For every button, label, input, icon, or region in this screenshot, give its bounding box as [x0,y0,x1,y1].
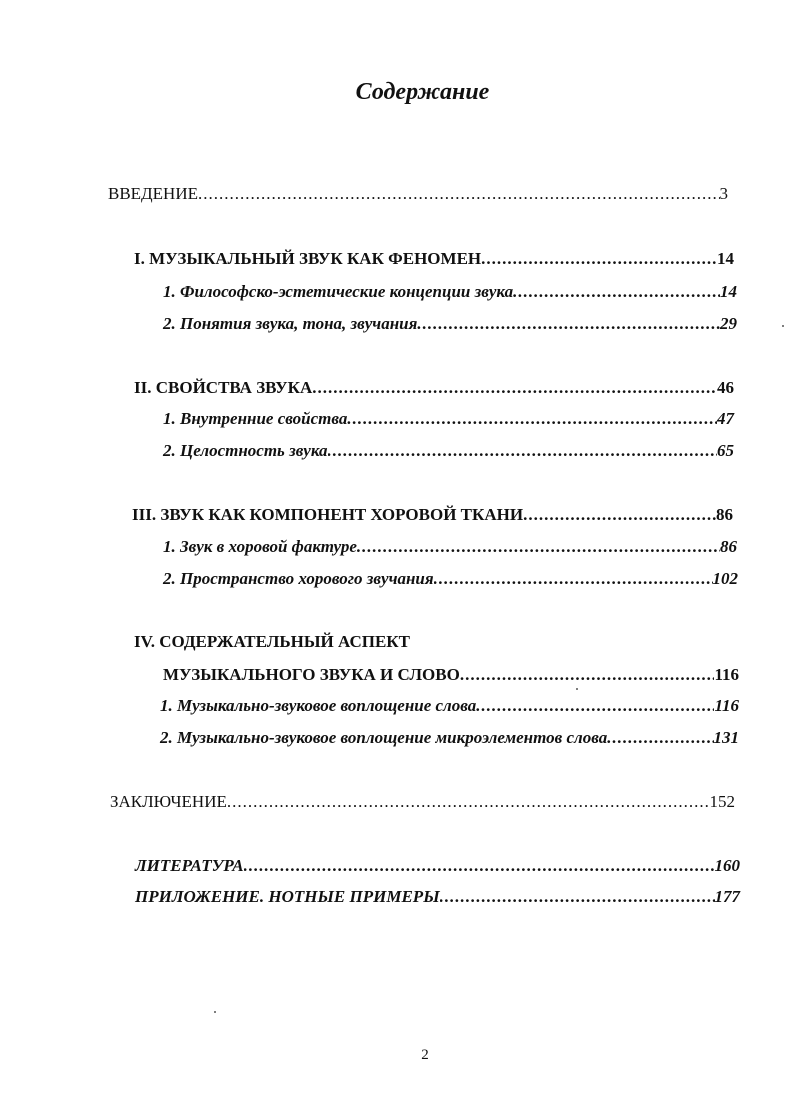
toc-entry-page: 65 [717,441,734,460]
leader-dots [198,183,720,205]
toc-entry-section-3-1[interactable] [163,536,737,558]
scan-speck [782,325,784,327]
toc-entry-page: 47 [717,409,734,428]
leader-dots [417,313,720,335]
toc-entry-label: 2. Пространство хорового звучания [163,569,434,588]
toc-entry-page: 152 [709,792,735,811]
toc-entry-page: 29 [720,314,737,333]
toc-entry-label: 2. Понятия звука, тона, звучания [163,314,418,333]
leader-dots [312,377,717,399]
toc-entry-page: 131 [713,728,739,747]
toc-entry-page: 160 [714,856,740,875]
leader-dots [227,791,710,813]
toc-entry-label: II. СВОЙСТВА ЗВУКА [134,378,313,397]
toc-entry-literature[interactable] [135,855,740,877]
toc-entry-conclusion[interactable] [110,791,735,813]
toc-entry-page: 102 [712,569,738,588]
page-title: Содержание [355,79,490,105]
toc-entry-label: 1. Музыкально-звуковое воплощение слова [160,696,477,715]
toc-entry-chapter-3[interactable] [132,504,733,526]
toc-entry-appendix[interactable] [135,886,740,908]
toc-entry-chapter-4-first-line[interactable]: IV. СОДЕРЖАТЕЛЬНЫЙ АСПЕКТ [134,632,410,651]
leader-dots [513,281,720,303]
toc-entry-section-4-2[interactable] [160,727,739,749]
toc-entry-page: 3 [719,184,728,203]
toc-entry-label: I. МУЗЫКАЛЬНЫЙ ЗВУК КАК ФЕНОМЕН [134,249,482,268]
toc-entry-section-1-1[interactable] [163,281,737,303]
leader-dots [347,408,717,430]
toc-entry-section-2-1[interactable] [163,408,734,430]
leader-dots [434,568,713,590]
toc-entry-label: ПРИЛОЖЕНИЕ. НОТНЫЕ ПРИМЕРЫ [135,887,440,906]
toc-entry-page: 116 [714,696,739,715]
toc-entry-label: МУЗЫКАЛЬНОГО ЗВУКА И СЛОВО [163,665,460,684]
toc-entry-section-4-1[interactable] [160,695,739,717]
scan-speck [214,1011,216,1013]
toc-entry-chapter-4[interactable] [163,664,739,686]
toc-entry-label: 2. Музыкально-звуковое воплощение микроэлементов слова [160,728,608,747]
toc-entry-section-3-2[interactable] [163,568,738,590]
leader-dots [440,886,715,908]
leader-dots [476,695,714,717]
toc-entry-label: ЛИТЕРАТУРА [135,856,244,875]
toc-entry-label: III. ЗВУК КАК КОМПОНЕНТ ХОРОВОЙ ТКАНИ [132,505,524,524]
toc-entry-page: 177 [714,887,740,906]
toc-entry-label: 1. Внутренние свойства [163,409,348,428]
toc-entry-section-2-2[interactable] [163,440,734,462]
toc-entry-chapter-1[interactable] [134,248,734,270]
toc-entry-page: 14 [720,282,737,301]
leader-dots [357,536,720,558]
leader-dots [481,248,717,270]
leader-dots [607,727,713,749]
toc-entry-section-1-2[interactable] [163,313,737,335]
toc-entry-page: 46 [717,378,734,397]
page-number: 2 [421,1047,429,1063]
toc-entry-label: ЗАКЛЮЧЕНИЕ [110,792,227,811]
scan-speck [576,688,578,690]
toc-entry-page: 86 [716,505,733,524]
toc-entry-label: ВВЕДЕНИЕ [108,184,198,203]
leader-dots [523,504,716,526]
toc-entry-chapter-2[interactable] [134,377,734,399]
toc-entry-introduction[interactable] [108,183,728,205]
toc-entry-page: 86 [720,537,737,556]
toc-entry-page: 14 [717,249,734,268]
toc-entry-label: 1. Звук в хоровой фактуре [163,537,357,556]
leader-dots [460,664,715,686]
leader-dots [328,440,717,462]
leader-dots [244,855,715,877]
toc-entry-page: 116 [714,665,739,684]
toc-entry-label: 1. Философско-эстетические концепции звука [163,282,514,301]
toc-entry-label: 2. Целостность звука [163,441,328,460]
